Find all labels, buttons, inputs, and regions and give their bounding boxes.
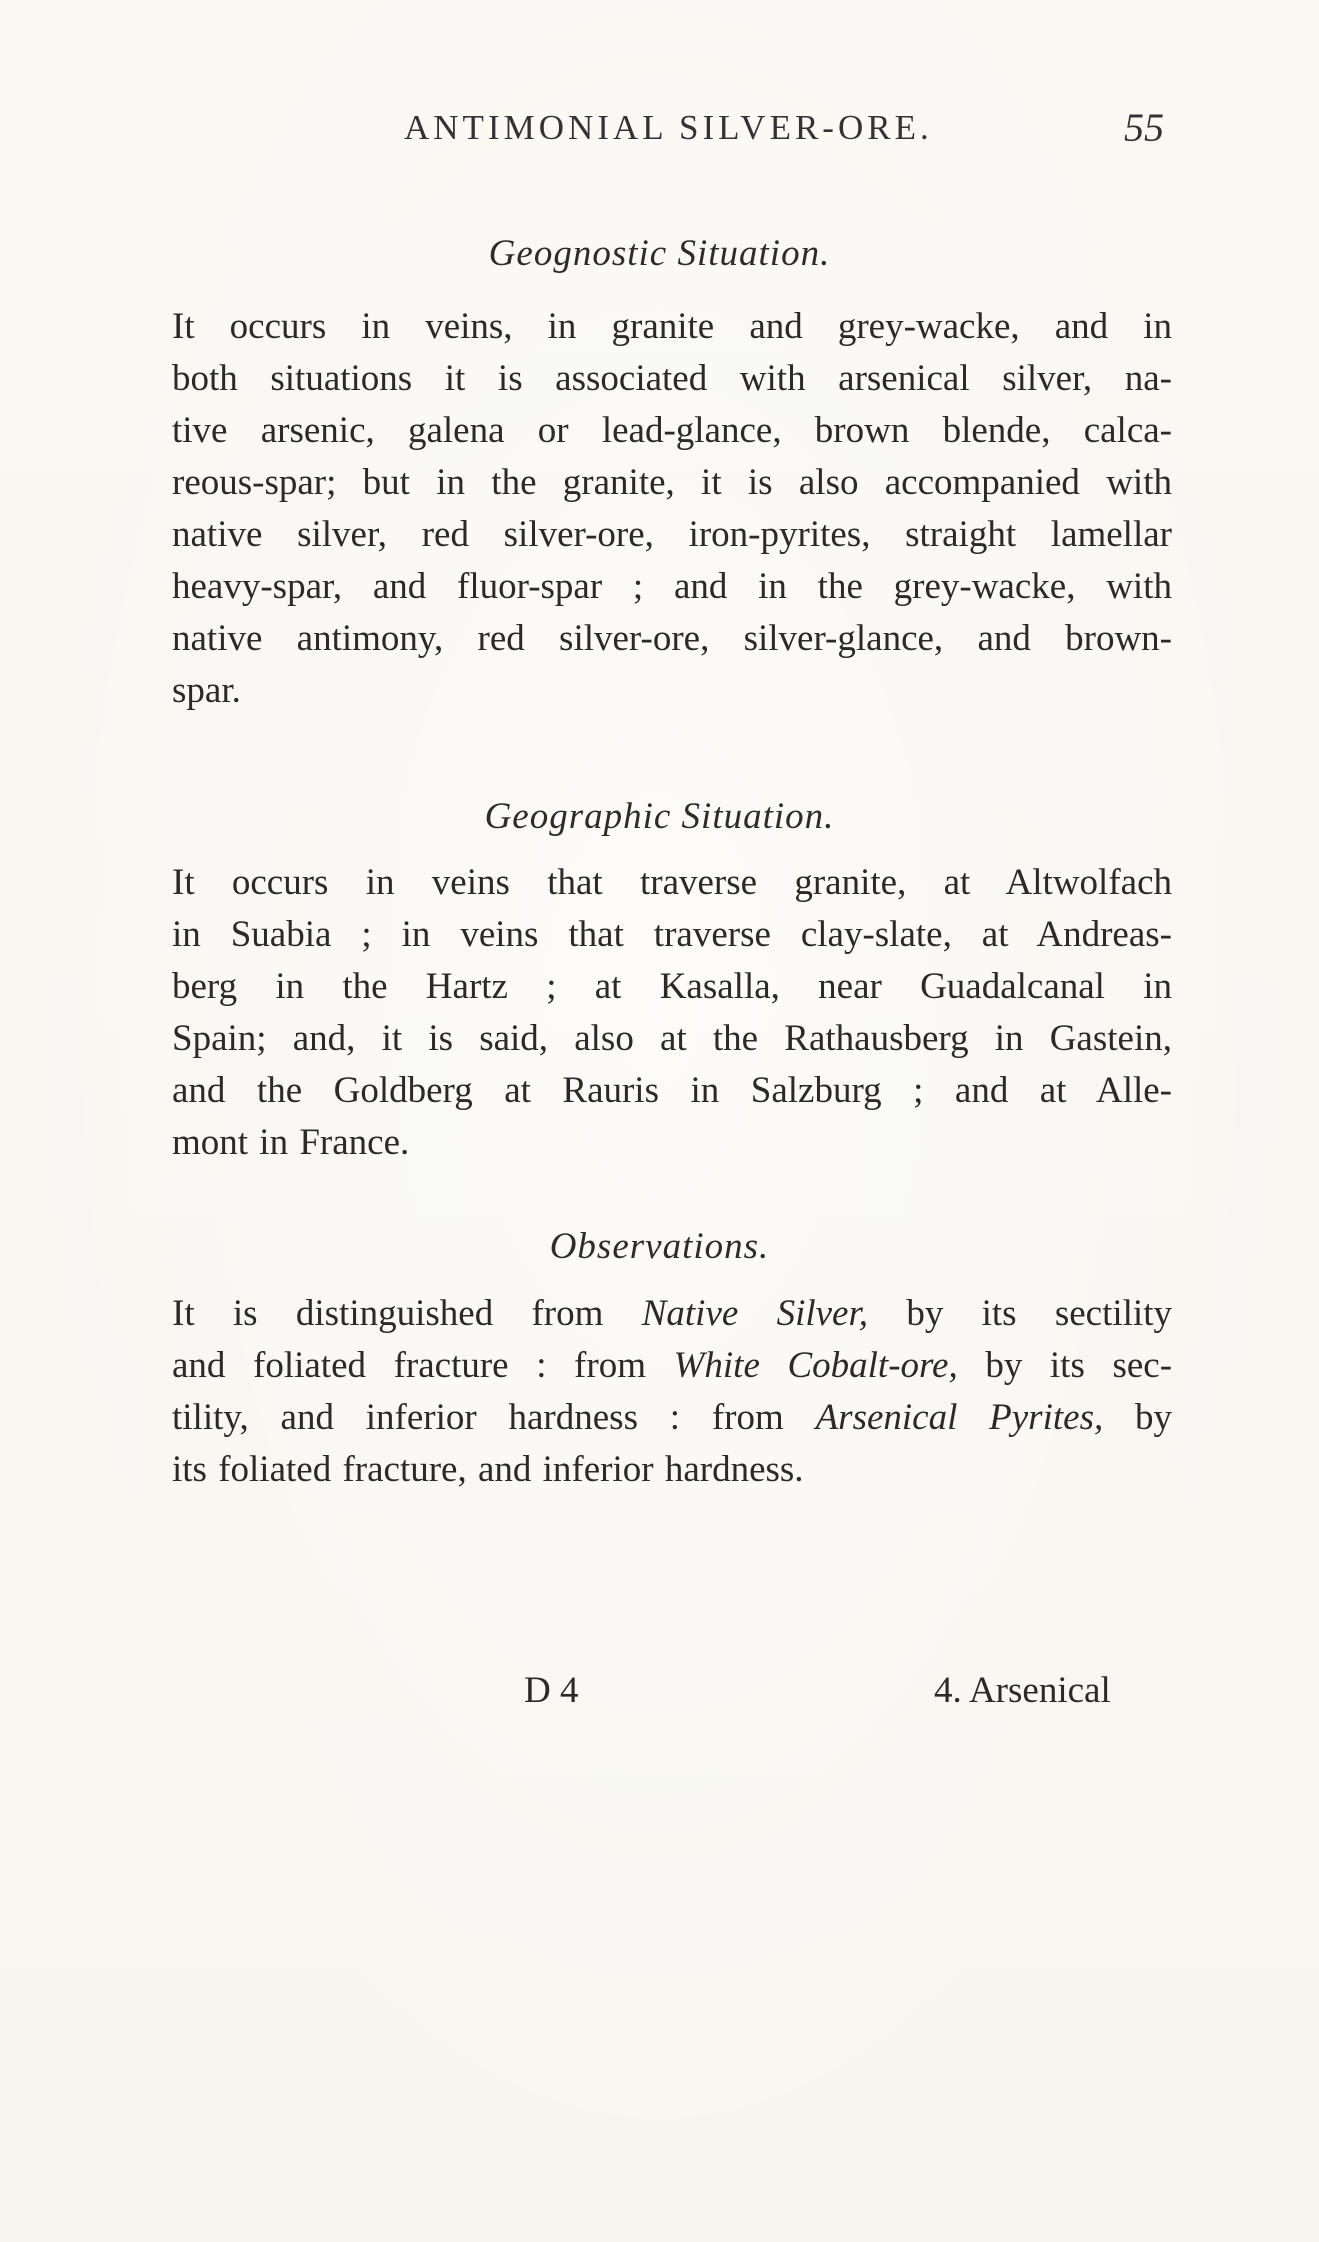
text-run: its foliated fracture, and inferior hardness. [172, 1449, 804, 1490]
text-line: It occurs in veins, in granite and grey-wacke, and in [172, 306, 1172, 347]
text-line: mont in France. [172, 1122, 410, 1163]
text-line [172, 1292, 1172, 1336]
mineral-name: Arsenical Pyrites, [815, 1397, 1104, 1438]
text-run: by [1103, 1397, 1173, 1438]
mineral-name: White Cobalt-ore, [673, 1345, 958, 1386]
text-line: spar. [172, 670, 241, 711]
text-run: tility, and inferior hardness : from [172, 1397, 816, 1438]
text-line: Spain; and, it is said, also at the Rathausberg in Gastein, [172, 1018, 1172, 1059]
text-run: It is distinguished from [172, 1293, 642, 1334]
text-line: in Suabia ; in veins that traverse clay-slate, at Andreas- [172, 914, 1172, 955]
text-line: both situations it is associated with arsenical silver, na- [172, 358, 1172, 399]
mineral-name: Native Silver, [641, 1293, 869, 1334]
page-number: 55 [1124, 105, 1164, 150]
running-title: ANTIMONIAL SILVER-ORE. [404, 108, 933, 147]
text-line [172, 1448, 1172, 1492]
text-line [172, 1344, 1172, 1388]
text-line: berg in the Hartz ; at Kasalla, near Guadalcanal in [172, 966, 1172, 1007]
text-line: native silver, red silver-ore, iron-pyrites, straight lamellar [172, 514, 1172, 555]
text-run: by its sectility [868, 1293, 1172, 1334]
text-line: native antimony, red silver-ore, silver-glance, and brown- [172, 618, 1172, 659]
signature-mark: D 4 [524, 1670, 579, 1711]
text-line: reous-spar; but in the granite, it is also accompanied with [172, 462, 1172, 503]
text-run: and foliated fracture : from [172, 1345, 674, 1386]
text-line: tive arsenic, galena or lead-glance, brown blende, calca- [172, 410, 1172, 451]
section-heading-observations: Observations. [549, 1226, 770, 1267]
catchword: 4. Arsenical [934, 1670, 1111, 1711]
text-line: and the Goldberg at Rauris in Salzburg ; and at Alle- [172, 1070, 1172, 1111]
text-line: heavy-spar, and fluor-spar ; and in the grey-wacke, with [172, 566, 1172, 607]
text-run: by its sec- [957, 1345, 1173, 1386]
section-heading-geographic: Geographic Situation. [484, 796, 835, 837]
section-heading-geognostic: Geognostic Situation. [488, 233, 831, 274]
text-line [172, 1396, 1172, 1440]
text-line: It occurs in veins that traverse granite, at Altwolfach [172, 862, 1172, 903]
